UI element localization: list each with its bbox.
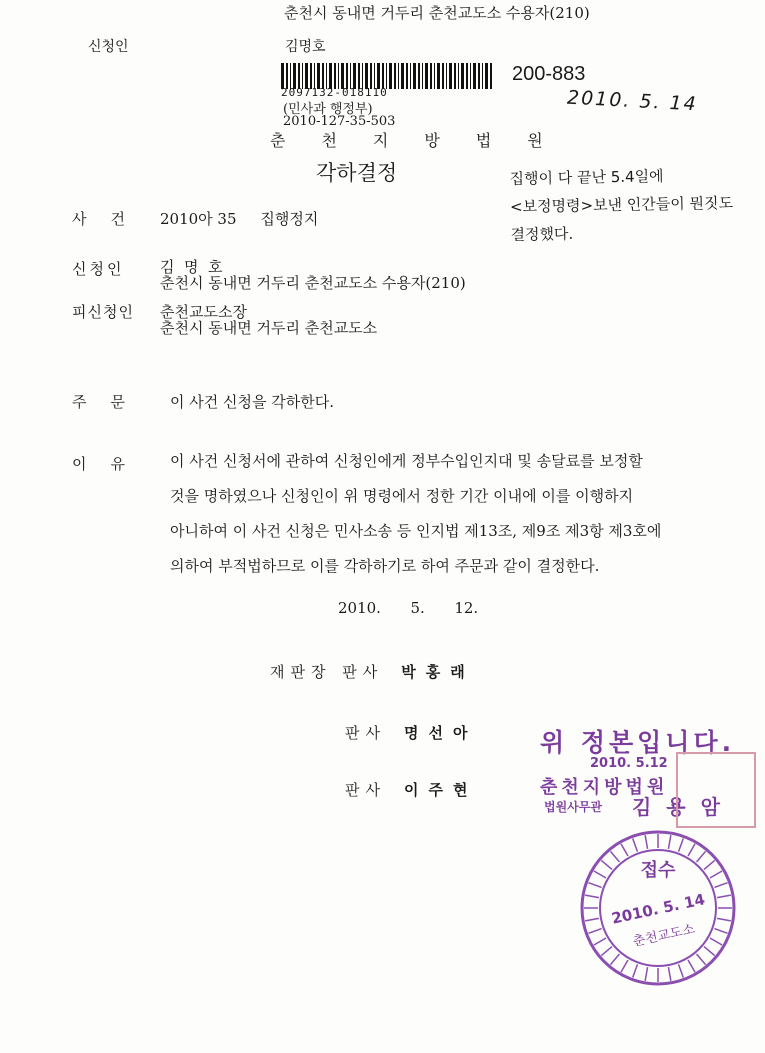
- certification-title: 위 정본입니다.: [540, 728, 736, 757]
- reference-number: 2010-127-35-503: [283, 114, 396, 129]
- reason-line: 의하여 부적법하므로 이를 각하하기로 하여 주문과 같이 결정한다.: [170, 557, 600, 575]
- header-applicant-name: 김명호: [285, 39, 326, 55]
- reason-label: 이유: [72, 455, 149, 473]
- associate-judge: [345, 779, 477, 800]
- presiding-judge: [270, 661, 475, 682]
- judge-name: 이주현: [403, 781, 478, 799]
- receipt-date: 2010. 5. 14: [609, 890, 707, 928]
- associate-judge: [345, 722, 477, 743]
- receipt-facility: 춘천교도소: [631, 922, 697, 950]
- decision-date: 2010. 5. 12.: [338, 599, 479, 617]
- clerk-title: 법원사무관: [544, 800, 602, 814]
- clerk-name: 김 용 암: [632, 795, 724, 819]
- header-address: 춘천시 동내면 거두리 춘천교도소 수용자(210): [284, 4, 590, 22]
- applicant-name: 김 명 호: [160, 258, 223, 276]
- document-number: 200-883: [512, 63, 586, 85]
- judge-title: 재판장 판사: [270, 663, 384, 681]
- order-label: 주문: [72, 393, 149, 411]
- handwritten-note-line: <보정명령>보낸 인간들이 뭔짓도: [509, 193, 734, 216]
- official-seal: [676, 752, 756, 828]
- case-value: 2010아 35 집행정지: [160, 210, 319, 228]
- applicant-address: 춘천시 동내면 거두리 춘천교도소 수용자(210): [160, 274, 466, 292]
- respondent-label: 피신청인: [72, 303, 134, 321]
- handwritten-note: [509, 161, 734, 249]
- header-applicant-label: 신청인: [88, 39, 129, 55]
- handwritten-note-line: 집행이 다 끝난 5.4일에: [509, 167, 664, 188]
- certification-date: 2010. 5.12: [590, 756, 668, 771]
- barcode-department: (민사과 행정부): [283, 102, 373, 117]
- applicant-label: 신청인: [72, 260, 125, 278]
- judge-title: 판사: [345, 781, 386, 799]
- case-label: 사건: [72, 210, 149, 228]
- judge-name: 명선아: [403, 724, 478, 742]
- receipt-label: 접수: [640, 860, 676, 881]
- order-text: 이 사건 신청을 각하한다.: [170, 393, 334, 411]
- judge-title: 판사: [345, 724, 386, 742]
- reason-line: 것을 명하였으나 신청인이 위 명령에서 정한 기간 이내에 이를 이행하지: [170, 487, 634, 505]
- reason-text: [170, 444, 710, 584]
- judge-name: 박홍래: [401, 663, 475, 681]
- handwritten-note-line: 결정했다.: [510, 224, 574, 244]
- respondent-address: 춘천시 동내면 거두리 춘천교도소: [160, 319, 378, 337]
- receipt-stamp: [578, 828, 738, 988]
- document-title: 각하결정: [316, 161, 398, 185]
- certification-court: 춘천지방법원: [540, 777, 669, 798]
- reason-line: 이 사건 신청서에 관하여 신청인에게 정부수입인지대 및 송달료를 보정할: [170, 452, 643, 470]
- reason-line: 아니하여 이 사건 신청은 민사소송 등 인지법 제13조, 제9조 제3항 제3호에: [170, 522, 662, 540]
- handwritten-date: 2010. 5. 14: [566, 86, 699, 116]
- barcode-digits: 2097132-018110: [281, 86, 388, 99]
- respondent-name: 춘천교도소장: [160, 303, 247, 321]
- court-name: 춘천지방법원: [270, 131, 579, 150]
